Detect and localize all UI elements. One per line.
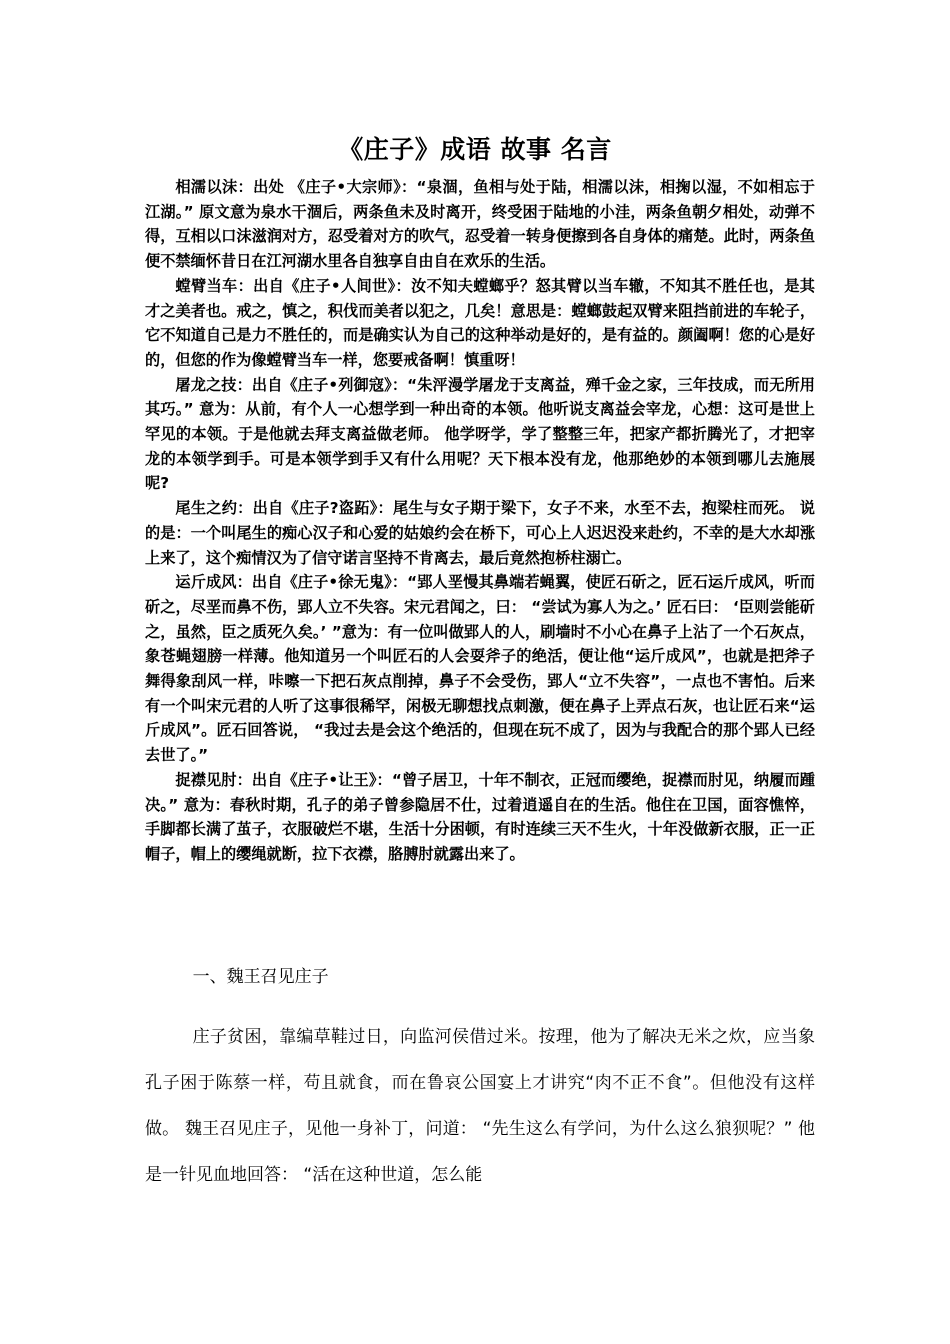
story-section xyxy=(145,954,815,1198)
idiom-paragraph-xiangru-yimo: 相濡以沫：出处 《庄子•大宗师》：“泉涸，鱼相与处于陆，相濡以沫，相掬以湿，不如相忘于江湖。” 原文意为泉水干涸后，两条鱼未及时离开，终受困于陆地的小洼，两条鱼朝夕相处，动弹不得，互相以口沫滋润对方，忍受着对方的吹气，忍受着一转身便擦到各自身体的痛楚。此时，两条鱼便不禁缅怀昔日在江河湖水里各自独享自由自在欢乐的生活。 xyxy=(145,178,815,271)
idiom-paragraph-yunjin-chengfeng: 运斤成风：出自《庄子•徐无鬼》：“郢人垩慢其鼻端若蝇翼，使匠石斫之，匠石运斤成风，听而斫之，尽垩而鼻不伤，郢人立不失容。宋元君闻之，曰： “尝试为寡人为之。’ 匠石曰： ‘臣则尝能斫之，虽然，臣之质死久矣。’ ”意为：有一位叫做郢人的人，刷墙时不小心在鼻子上沾了一个石灰点，象苍蝇翅膀一样薄。他知道另一个叫匠石的人会耍斧子的绝活，便让他“运斤成风”，也就是把斧子舞得象刮风一样，咔嚓一下把石灰点削掉，鼻子不会受伤，郢人“立不失容”，一点也不害怕。后来有一个叫宋元君的人听了这事很稀罕，闲极无聊想找点刺激，便在鼻子上弄点石灰，也让匠石来“运斤成风”。匠石回答说， “我过去是会这个绝活的，但现在玩不成了，因为与我配合的那个郢人已经去世了。” xyxy=(145,573,815,765)
idiom-paragraph-weisheng-zhiyue: 尾生之约：出自《庄子?盗跖》：尾生与女子期于梁下，女子不来，水至不去，抱梁柱而死。 说的是：一个叫尾生的痴心汉子和心爱的姑娘约会在桥下，可心上人迟迟没来赴约，不幸的是大水却涨上来了，这个痴情汉为了信守诺言坚持不肯离去，最后竟然抱桥柱溺亡。 xyxy=(145,499,815,567)
idiom-paragraph-zhuojin-jianzhou: 捉襟见肘：出自《庄子•让王》：“曾子居卫，十年不制衣，正冠而缨绝，捉襟而肘见，纳履而踵决。” 意为：春秋时期，孔子的弟子曾参隐居不仕，过着逍遥自在的生活。他住在卫国，面容憔悴，手脚都长满了茧子，衣服破烂不堪，生活十分困顿，有时连续三天不生火，十年没做新衣服，正一正帽子，帽上的缨绳就断，拉下衣襟，胳膊肘就露出来了。 xyxy=(145,770,815,863)
document-title: 《庄子》成语 故事 名言 xyxy=(338,135,612,164)
idiom-paragraph-tulong-zhiji: 屠龙之技：出自《庄子•列御寇》：“朱泙漫学屠龙于支离益，殚千金之家，三年技成，而无所用其巧。” 意为：从前，有个人一心想学到一种出奇的本领。他听说支离益会宰龙，心想：这可是世上罕见的本领。于是他就去拜支离益做老师。 他学呀学，学了整整三年，把家产都折腾光了，才把宰龙的本领学到手。可是本领学到手又有什么用呢？天下根本没有龙，他那绝妙的本领到哪儿去施展呢? xyxy=(145,375,815,493)
idiom-paragraph-tangbi-dangche: 螳臂当车：出自《庄子•人间世》：汝不知夫螳螂乎？怒其臂以当车辙，不知其不胜任也，是其才之美者也。戒之，慎之，积伐而美者以犯之，几矣！意思是：螳螂鼓起双臂来阻挡前进的车轮子，它不知道自己是力不胜任的，而是确实认为自己的这种举动是好的，是有益的。颜阖啊！您的心是好的，但您的作为像螳臂当车一样，您要戒备啊！慎重呀！ xyxy=(145,276,815,369)
idiom-list xyxy=(145,175,815,867)
section-heading: 一、魏王召见庄子 xyxy=(192,967,329,987)
story-paragraph: 庄子贫困，靠编草鞋过日，向监河侯借过米。按理，他为了解决无米之炊，应当象孔子困于陈蔡一样，苟且就食，而在鲁哀公国宴上才讲究“肉不正不食”。但他没有这样做。 魏王召见庄子，见他一身补丁，问道： “先生这么有学问，为什么这么狼狈呢？” 他是一针见血地回答： “活在这种世道，怎么能 xyxy=(145,1027,815,1185)
